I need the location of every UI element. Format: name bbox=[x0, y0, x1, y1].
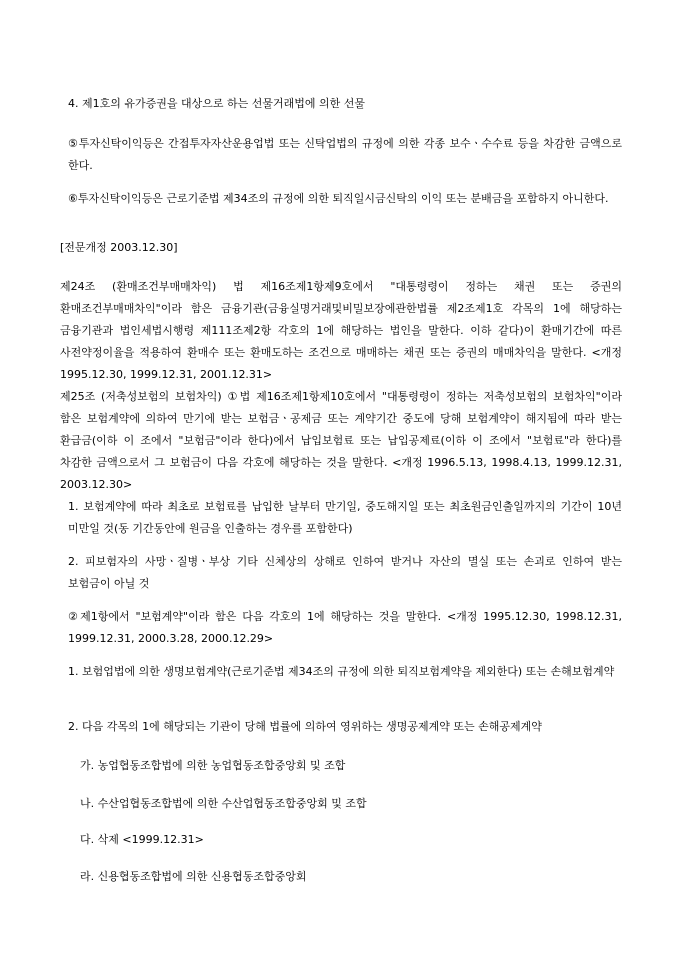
paragraph-clause-6: ⑥투자신탁이익등은 근로기준법 제34조의 규정에 의한 퇴직일시금신탁의 이익 또는 분배금을 포함하지 아니한다. bbox=[68, 192, 609, 205]
paragraph-clause-5: ⑤투자신탁이익등은 간접투자자산운용업법 또는 신탁업법의 규정에 의한 각종 보수ㆍ수수료 등을 차감한 금액으로 한다. bbox=[68, 137, 622, 172]
paragraph-subitem-na: 나. 수산업협동조합법에 의한 수산업협동조합중앙회 및 조합 bbox=[80, 797, 367, 810]
paragraph-contract-item-1: 1. 보험업법에 의한 생명보험계약(근로기준법 제34조의 규정에 의한 퇴직보험계약을 제외한다) 또는 손해보험계약 bbox=[68, 665, 615, 678]
paragraph-subitem-ra: 라. 신용협동조합법에 의한 신용협동조합중앙회 bbox=[80, 870, 307, 883]
paragraph-article-25: 제25조 (저축성보험의 보험차익) ①법 제16조제1항제10호에서 "대통령령이 정하는 저축성보험의 보험차익"이라 함은 보험계약에 의하여 만기에 받는 보험금ㆍ공제금 또는 계약기간 중도에 당해 보험계약이 해지됨에 따라 받는 환급금(이하 이 조에서 "보험금"이라 한다)에서 납입보험료 또는 납입공제료(이하 이 조에서 "보험료"라 한다)를 차감한 금액으로서 그 보험금이 다음 각호에 해당하는 것을 말한다. <개정 1996.5.13, 1998.4.13, 1999.12.31, 2003.12.30> bbox=[60, 390, 622, 491]
paragraph-revision-note: [전문개정 2003.12.30] bbox=[60, 241, 178, 254]
paragraph-article-24: 제24조 (환매조건부매매차익) 법 제16조제1항제9호에서 "대통령령이 정하는 채권 또는 증권의 환매조건부매매차익"이라 함은 금융기관(금융실명거래및비밀보장에관한법률 제2조제1호 각목의 1에 해당하는 금융기관과 법인세법시행령 제111조제2항 각호의 1에 해당하는 법인을 말한다. 이하 같다)이 환매기간에 따른 사전약정이율을 적용하여 환매수 또는 환매도하는 조건으로 매매하는 채권 또는 증권의 매매차익을 말한다. <개정 1995.12.30, 1999.12.31, 2001.12.31> bbox=[60, 280, 622, 381]
paragraph-subitem-ga: 가. 농업협동조합법에 의한 농업협동조합중앙회 및 조합 bbox=[80, 759, 346, 772]
paragraph-article-25-item-1: 1. 보험계약에 따라 최초로 보험료를 납입한 날부터 만기일, 중도해지일 또는 최초원금인출일까지의 기간이 10년 미만일 것(동 기간동안에 원금을 인출하는 경우를 포함한다) bbox=[68, 500, 622, 535]
paragraph-article-25-clause-2: ②제1항에서 "보험계약"이라 함은 다음 각호의 1에 해당하는 것을 말한다. <개정 1995.12.30, 1998.12.31, 1999.12.31, 2000.3.28, 2000.12.29> bbox=[68, 610, 622, 645]
paragraph-contract-item-2: 2. 다음 각목의 1에 해당되는 기관이 당해 법률에 의하여 영위하는 생명공제계약 또는 손해공제계약 bbox=[68, 720, 542, 733]
paragraph-item-4: 4. 제1호의 유가증권을 대상으로 하는 선물거래법에 의한 선물 bbox=[68, 97, 365, 110]
paragraph-article-25-item-2: 2. 피보험자의 사망ㆍ질병ㆍ부상 기타 신체상의 상해로 인하여 받거나 자산의 멸실 또는 손괴로 인하여 받는 보험금이 아닐 것 bbox=[68, 555, 622, 590]
paragraph-subitem-da: 다. 삭제 <1999.12.31> bbox=[80, 833, 204, 846]
